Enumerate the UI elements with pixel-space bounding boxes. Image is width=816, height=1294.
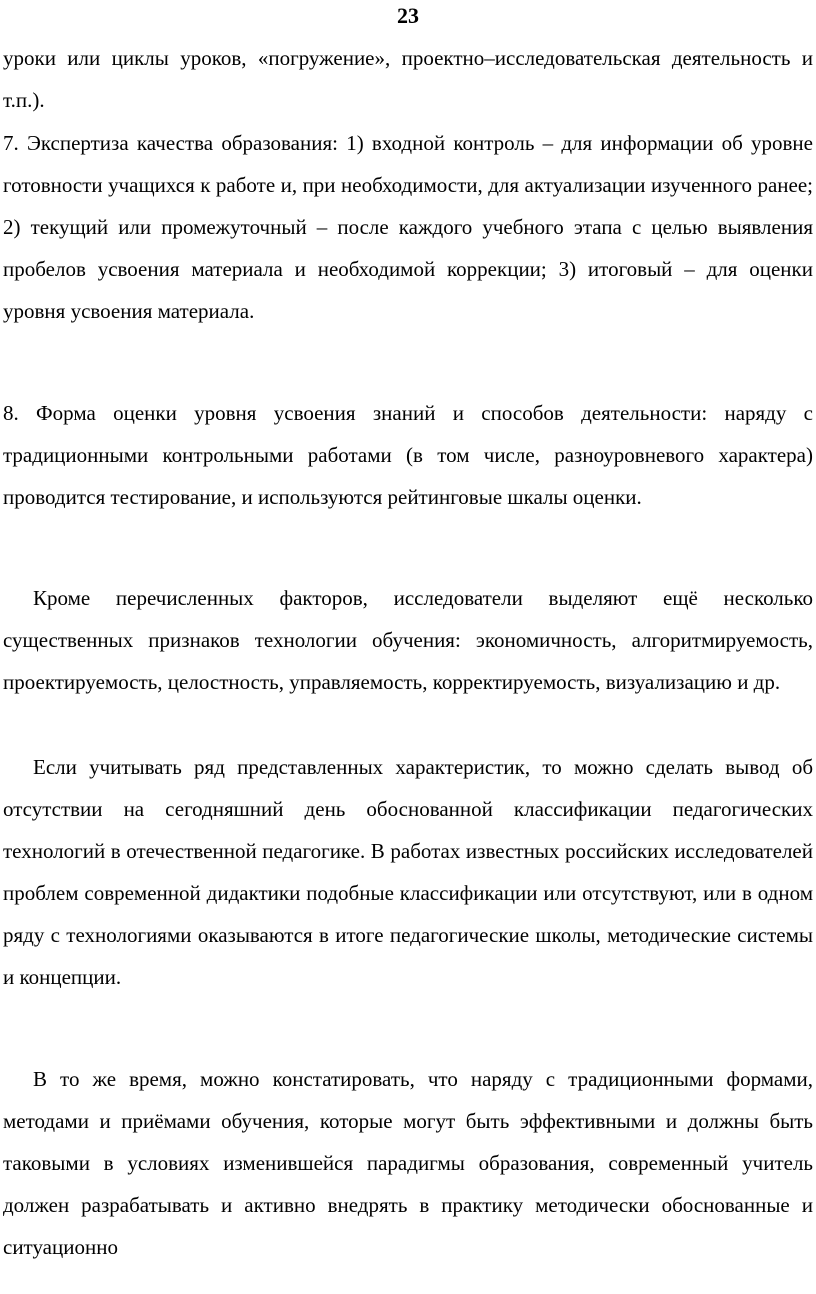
page-number: 23 (397, 3, 419, 28)
paragraph-classification: Если учитывать ряд представленных характеристик, то можно сделать вывод об отсутствии на сегодняшний день обоснованной классификации педагогических технологий в отечественной педагогике. В работах известных российских исследователей проблем современной дидактики подобные классификации или отсутствуют, или в одном ряду с технологиями оказываются в итоге педагогические школы, методические системы и концепции. (3, 755, 813, 989)
paragraph-item-8-assessment-form: 8. Форма оценки уровня усвоения знаний и способов деятельности: наряду с традиционными контрольными работами (в том числе, разноуровневого характера) проводится тестирование, и используются рейтинговые шкалы оценки. (3, 401, 813, 509)
paragraph-technology-features: Кроме перечисленных факторов, исследователи выделяют ещё несколько существенных признаков технологии обучения: экономичность, алгоритмируемость, проектируемость, целостность, управляемость, корректируемость, визуализацию и др. (3, 586, 813, 694)
paragraph-modern-teacher: В то же время, можно констатировать, что наряду с традиционными формами, методами и приёмами обучения, которые могут быть эффективными и должны быть таковыми в условиях изменившейся парадигмы образования, современный учитель должен разрабатывать и активно внедрять в практику методически обоснованные и ситуационно (3, 1067, 813, 1259)
paragraph-continuation: уроки или циклы уроков, «погружение», проектно–исследовательская деятельность и т.п.). (3, 46, 813, 112)
paragraph-item-7-quality-expertise: 7. Экспертиза качества образования: 1) входной контроль – для информации об уровне готовности учащихся к работе и, при необходимости, для актуализации изученного ранее; 2) текущий или промежуточный – после каждого учебного этапа с целью выявления пробелов усвоения материала и необходимой коррекции; 3) итоговый – для оценки уровня усвоения материала. (3, 131, 813, 323)
